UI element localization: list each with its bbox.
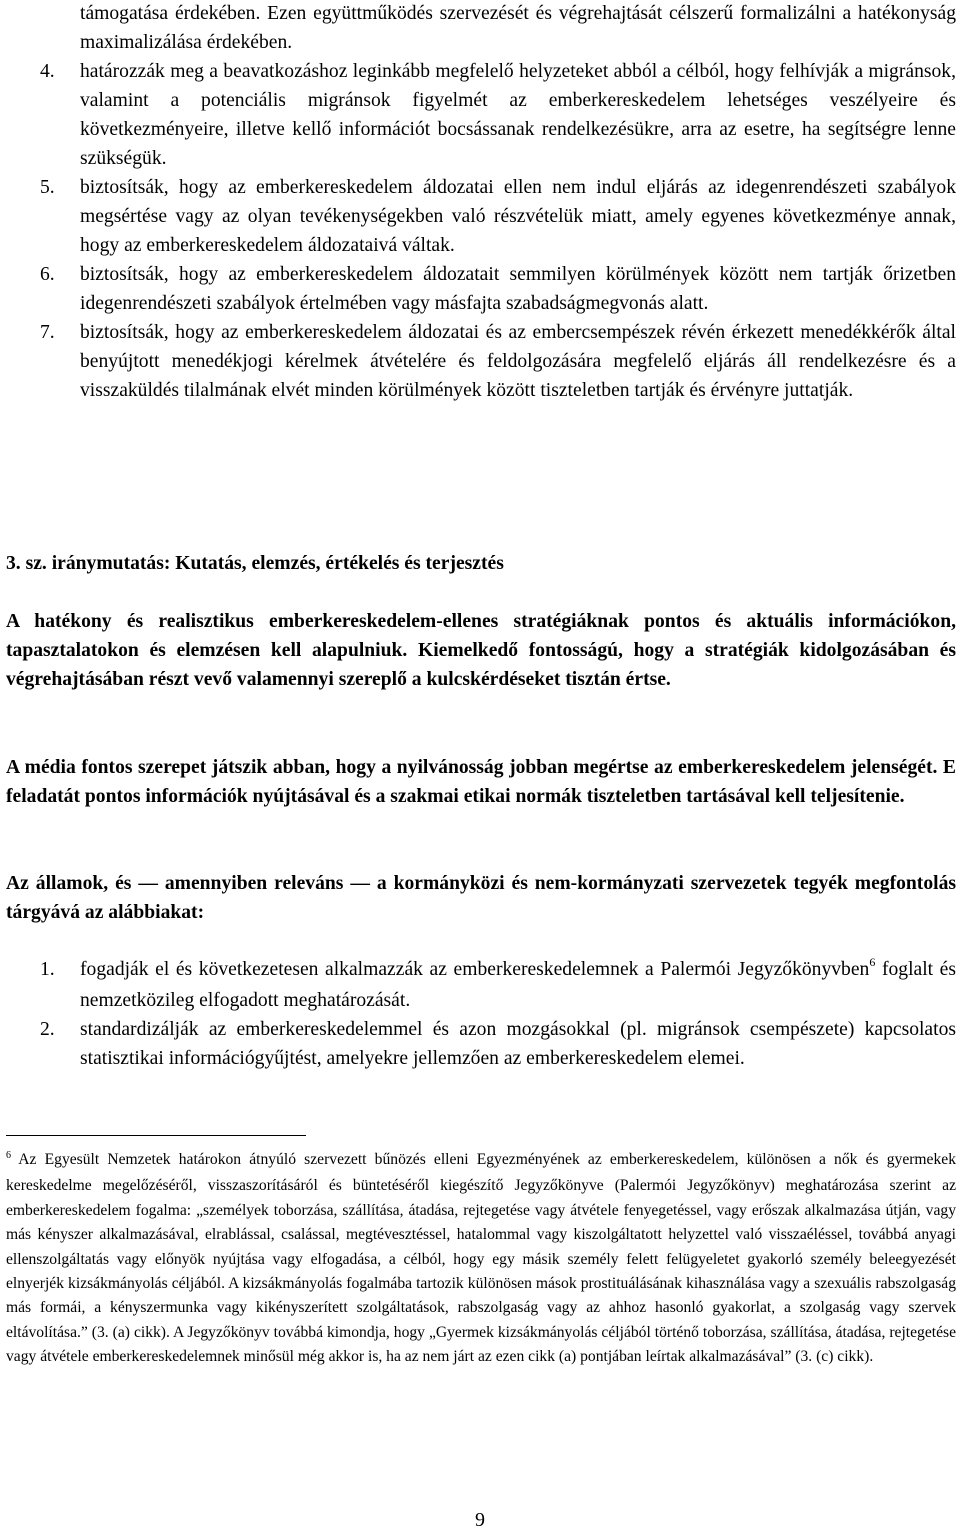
footnote-reference[interactable]: 6	[869, 955, 876, 969]
bold-paragraph-1: A hatékony és realisztikus emberkereskedelem-ellenes stratégiáknak pontos és aktuális információkon, tapasztalatokon és elemzésen kell alapulniuk. Kiemelkedő fontosságú, hogy a stratégiák kidolgozásában és végrehajtásában részt vevő valamennyi szereplő a kulcskérdéseket tisztán értse.	[6, 611, 956, 690]
footnote-divider	[6, 1135, 306, 1136]
list-item-text: biztosítsák, hogy az emberkereskedelem áldozatait semmilyen körülmények között nem tartják őrizetben idegenrendészeti szabályok értelmében vagy másfajta szabadságmegvonás alatt.	[80, 264, 956, 314]
list-item-number: 2.	[40, 1019, 55, 1040]
list-item-text: támogatása érdekében. Ezen együttműködés szervezését és végrehajtását célszerű formalizálni a hatékonyság maximalizálása érdekében.	[80, 3, 956, 53]
list-item-text: standardizálják az emberkereskedelemmel és azon mozgásokkal (pl. migránsok csempészete) kapcsolatos statisztikai információgyűjtést, amelyekre jellemzően az emberkereskedelem elemei.	[80, 1019, 956, 1069]
footnote	[6, 1148, 956, 1370]
page-number: 9	[475, 1509, 485, 1531]
list-item	[0, 260, 960, 318]
list-item-number: 4.	[40, 61, 55, 82]
list-item-number: 6.	[40, 264, 55, 285]
footnote-marker: 6	[6, 1150, 11, 1161]
section-heading: 3. sz. iránymutatás: Kutatás, elemzés, értékelés és terjesztés	[6, 553, 504, 574]
list-item	[0, 173, 960, 260]
list-item-number: 5.	[40, 177, 55, 198]
numbered-list-a	[0, 0, 960, 405]
list-item-continued	[0, 0, 960, 57]
list-item-number: 1.	[40, 959, 55, 980]
list-item-text: biztosítsák, hogy az emberkereskedelem áldozatai és az embercsempészek révén érkezett menedékkérők által benyújtott menedékjogi kérelmek átvételére és feldolgozására megfelelő eljárás áll rendelkezésre és a visszaküldés tilalmának elvét minden körülmények között tiszteletben tartják és érvényre juttatják.	[80, 322, 956, 401]
list-item	[0, 318, 960, 405]
bold-paragraph-2: A média fontos szerepet játszik abban, hogy a nyilvánosság jobban megértse az emberkereskedelem jelenségét. E feladatát pontos információk nyújtásával és a szakmai etikai normák tiszteletben tartásával kell teljesítenie.	[6, 757, 956, 807]
list-item-text-part: foglalt és nemzetközileg elfogadott meghatározását.	[80, 959, 957, 1011]
footnote-text: Az Egyesült Nemzetek határokon átnyúló szervezett bűnözés elleni Egyezményének az emberkereskedelem, különösen a nők és gyermekek kereskedelme megelőzéséről, visszaszorításáról és büntetéséről kiegészítő Jegyzőkönyve (Palermói Jegyzőkönyv) meghatározása szerint az emberkereskedelem fogalma: „személyek toborzása, szállítása, átadása, rejtegetése vagy átvétele fenyegetéssel, vagy erőszak alkalmazása útján, vagy más kényszer alkalmazásával, elrablással, csalással, megtévesztéssel, hatalommal vagy kiszolgáltatott helyzettel való visszaéléssel, továbbá anyagi ellenszolgáltatás vagy előnyök nyújtása vagy elfogadása, a célból, hogy egy másik személy felett felügyeletet gyakorló személy beleegyezését elnyerjék kizsákmányolás céljából. A kizsákmányolás fogalmába tartozik különösen mások prostituálásának kihasználása vagy a szexuális rabszolgaság más formái, a kényszermunka vagy kikényszerített szolgáltatások, rabszolgaság vagy az ahhoz hasonló gyakorlat, a szolgaság vagy szervek eltávolítása.” (3. (a) cikk). A Jegyzőkönyv továbbá kimondja, hogy „Gyermek kizsákmányolás céljából történő toborzása, szállítása, átadása, rejtegetése vagy átvétele emberkereskedelemnek minősül még akkor is, ha az nem járt az ezen cikk (a) pontjában leírtak alkalmazásával” (3. (c) cikk).	[6, 1151, 956, 1366]
list-item	[0, 1015, 960, 1073]
list-item-text: határozzák meg a beavatkozáshoz leginkább megfelelő helyzeteket abból a célból, hogy felhívják a migránsok, valamint a potenciális migránsok figyelmét az emberkereskedelem lehetséges veszélyeire és következményeire, illetve kellő információt bocsássanak rendelkezésükre, arra az esetre, ha segítségre lenne szükségük.	[80, 61, 956, 169]
list-item-text: biztosítsák, hogy az emberkereskedelem áldozatai ellen nem indul eljárás az idegenrendészeti szabályok megsértése vagy az olyan tevékenységekben való részvételük miatt, amely egyenes következménye annak, hogy az emberkereskedelem áldozataivá váltak.	[80, 177, 956, 256]
list-item-text	[80, 955, 956, 1015]
list-item-number: 7.	[40, 322, 55, 343]
list-item-text-part: fogadják el és következetesen alkalmazzák az emberkereskedelemnek a Palermói Jegyzőkönyvben	[80, 959, 870, 980]
list-item	[0, 955, 960, 1015]
numbered-list-b	[0, 955, 960, 1073]
bold-paragraph-3: Az államok, és — amennyiben releváns — a kormányközi és nem-kormányzati szervezetek tegyék megfontolás tárgyává az alábbiakat:	[6, 873, 956, 923]
list-item	[0, 57, 960, 173]
